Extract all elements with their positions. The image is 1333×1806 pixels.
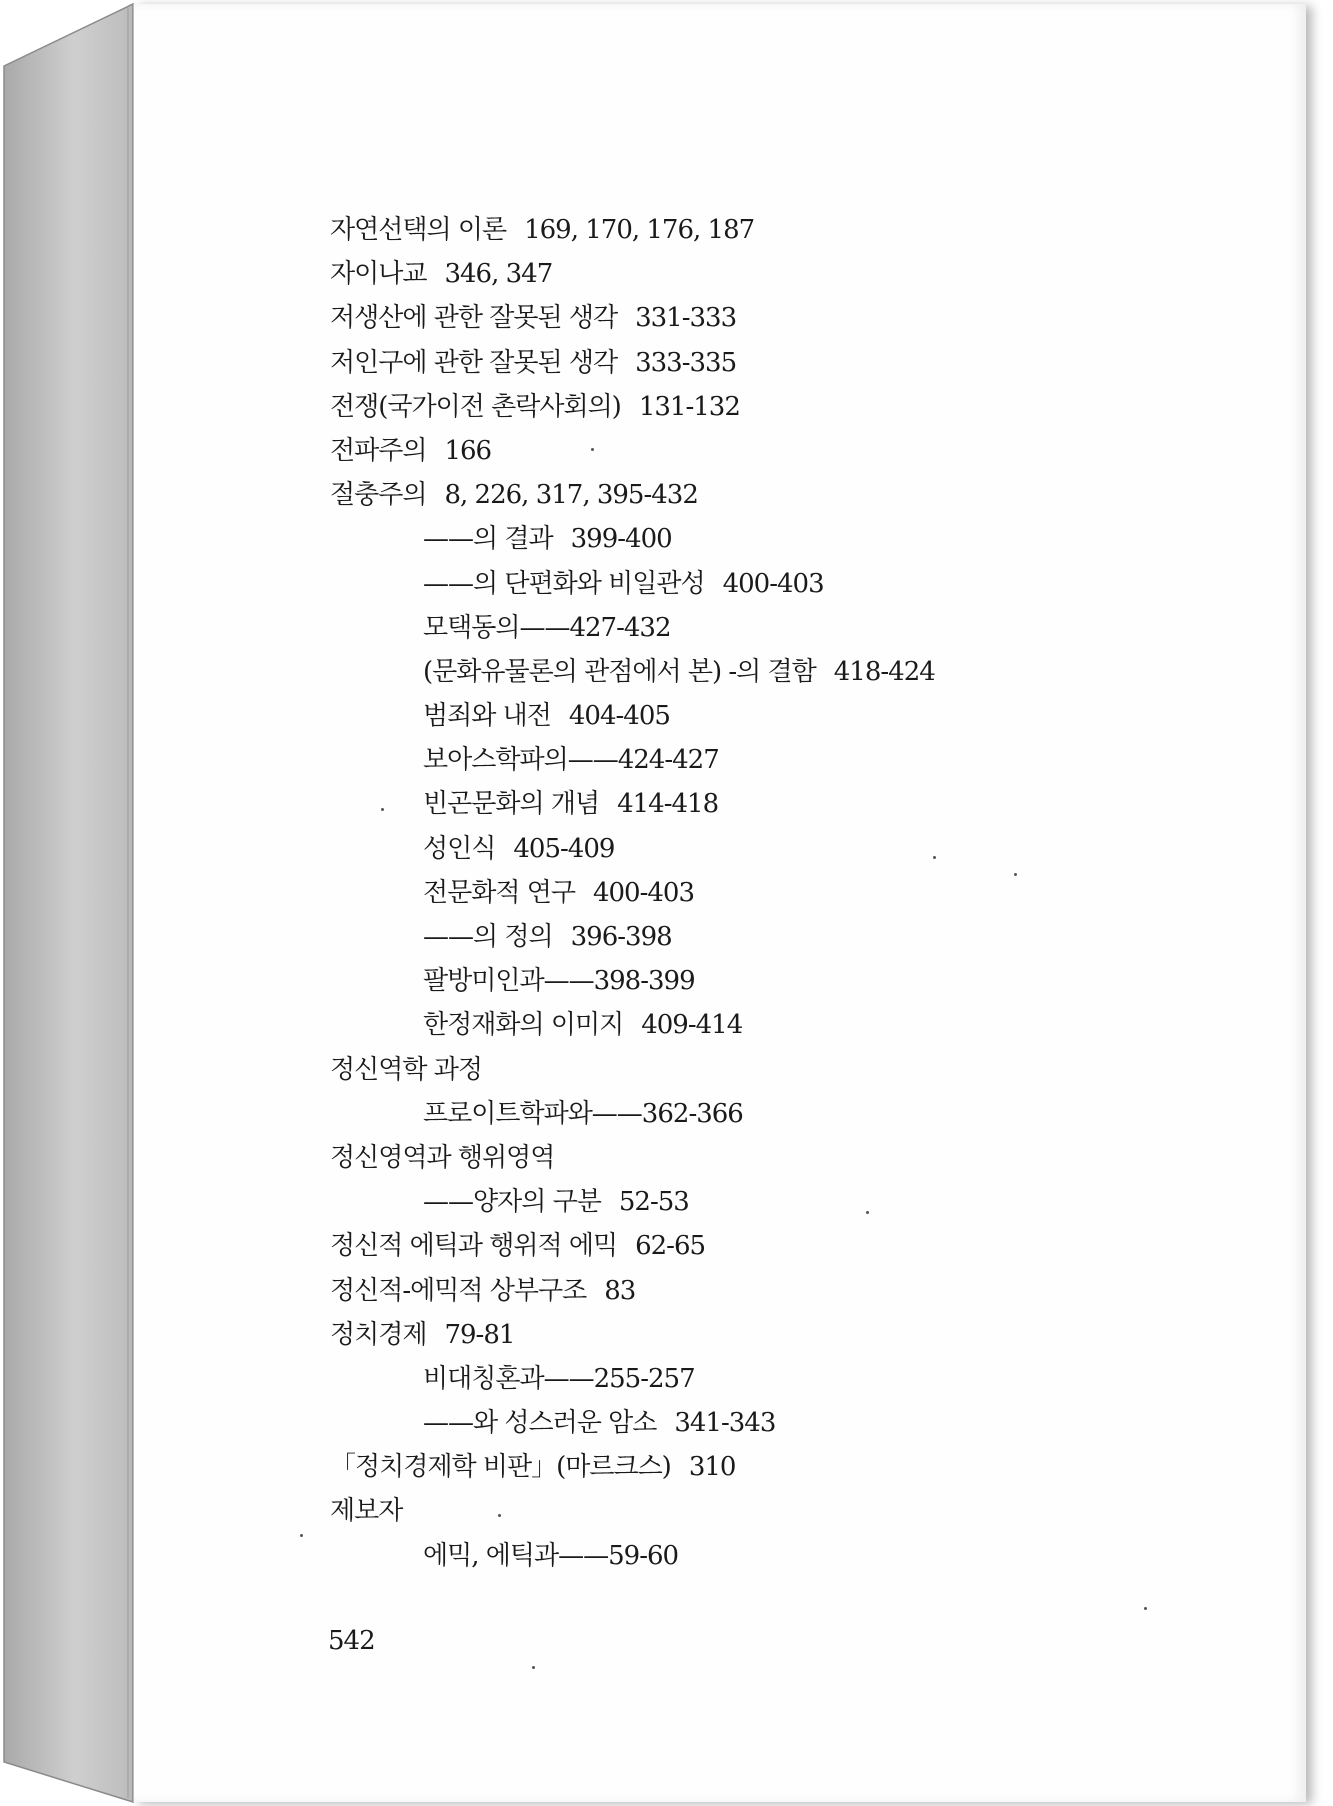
index-term: 자연선택의 이론: [330, 215, 507, 245]
index-page-refs: 404-405: [568, 701, 670, 732]
index-subentry: [330, 562, 935, 606]
index-entry: [330, 296, 935, 340]
index-subentry: [330, 694, 935, 738]
index-term: 전문화적 연구: [423, 877, 575, 908]
index-page-refs: 405-409: [513, 833, 615, 864]
index-term: 정신적 에틱과 행위적 에믹: [330, 1231, 618, 1262]
index-term: 한정재화의 이미지: [423, 1010, 624, 1041]
index-entry: [330, 1269, 935, 1313]
index-term: 성인식: [423, 833, 496, 864]
index-term: 팔방미인과——398-399: [423, 966, 695, 997]
index-term: ——의 단편화와 비일관성: [423, 568, 705, 599]
index-page-refs: 409-414: [641, 1010, 743, 1041]
index-subentry: [330, 871, 935, 915]
index-entry: [330, 1313, 935, 1357]
index-term: 전파주의: [330, 435, 427, 466]
index-subentry: [330, 650, 935, 694]
index-entry: [330, 1489, 935, 1533]
index-page-refs: 414-418: [617, 789, 719, 820]
index-page-refs: 331-333: [635, 303, 737, 334]
index-term: 보아스학파의——424-427: [423, 745, 719, 776]
index-term: 비대칭혼과——255-257: [423, 1363, 695, 1394]
index-subentry: [330, 827, 935, 871]
index-entry: [330, 252, 935, 296]
paper-speck: [1014, 873, 1017, 876]
index-term: 「정치경제학 비판」(마르크스): [330, 1452, 671, 1483]
index-page-refs: 79-81: [444, 1319, 515, 1350]
index-term: 정신적-에믹적 상부구조: [330, 1275, 587, 1306]
index-term: 저생산에 관한 잘못된 생각: [330, 303, 618, 334]
index-term: 범죄와 내전: [423, 701, 551, 732]
index-term: ——양자의 구분: [423, 1187, 601, 1218]
index-term: 제보자: [330, 1496, 403, 1527]
index-page-refs: 396-398: [570, 922, 672, 952]
index-subentry: [330, 782, 935, 826]
index-term: 전쟁(국가이전 촌락사회의): [330, 391, 621, 422]
index-entry: [330, 385, 935, 429]
page-number: 542: [328, 1626, 375, 1656]
index-term: 프로이트학파와——362-366: [423, 1098, 743, 1129]
index-subentry: [330, 1092, 935, 1136]
index-term: ——의 결과: [423, 524, 553, 555]
index-term: 정치경제: [330, 1319, 427, 1350]
index-term: 정신영역과 행위영역: [330, 1142, 555, 1173]
index-page-refs: 341-343: [674, 1408, 776, 1439]
index-page-refs: 400-403: [592, 877, 695, 908]
paper-speck: [1144, 1607, 1147, 1610]
index-page-refs: 8, 226, 317, 395-432: [444, 480, 698, 511]
index-term: ——와 성스러운 암소: [423, 1408, 657, 1439]
index-term: 모택동의——427-432: [423, 612, 671, 643]
index-subentry: [330, 959, 935, 1003]
paper-speck: [933, 856, 936, 859]
index-term: 저인구에 관한 잘못된 생각: [330, 347, 618, 378]
index-subentry: [330, 606, 935, 650]
index-subentry: [330, 517, 935, 561]
index-entry: [330, 473, 935, 517]
paper-speck: [532, 1666, 535, 1669]
paper-speck: [300, 1534, 303, 1537]
index-entry: [330, 341, 935, 385]
index-entry-list: [330, 208, 935, 1578]
index-term: ——의 정의: [423, 922, 553, 952]
index-page-refs: 310: [688, 1452, 736, 1483]
index-term: (문화유물론의 관점에서 본) -의 결함: [423, 656, 816, 687]
index-page-refs: 333-335: [635, 347, 737, 378]
index-page-refs: 399-400: [570, 524, 672, 555]
index-entry: [330, 1136, 935, 1180]
paper-speck: [866, 1211, 869, 1214]
index-page-refs: 131-132: [638, 391, 740, 422]
index-page-refs: 166: [444, 435, 492, 466]
index-page-refs: 346, 347: [444, 259, 553, 290]
paper-speck: [381, 808, 384, 811]
index-term: 에믹, 에틱과——59-60: [423, 1540, 679, 1571]
index-page-refs: 400-403: [722, 568, 824, 599]
index-page-refs: 169, 170, 176, 187: [524, 215, 755, 245]
index-subentry: [330, 1180, 935, 1224]
index-page-refs: 62-65: [635, 1231, 706, 1262]
index-subentry: [330, 1003, 935, 1047]
index-page-refs: 52-53: [618, 1187, 689, 1218]
paper-speck: [498, 1514, 501, 1517]
index-entry: [330, 208, 935, 252]
index-subentry: [330, 1357, 935, 1401]
index-term: 자이나교: [330, 259, 427, 290]
index-entry: [330, 429, 935, 473]
index-page-refs: 418-424: [833, 656, 935, 687]
index-entry: [330, 1224, 935, 1268]
index-subentry: [330, 738, 935, 782]
index-page-refs: 83: [604, 1275, 636, 1306]
index-term: 정신역학 과정: [330, 1054, 482, 1085]
index-entry: [330, 1445, 935, 1489]
paper-speck: [591, 448, 594, 451]
index-term: 절충주의: [330, 480, 427, 511]
index-entry: [330, 1048, 935, 1092]
index-subentry: [330, 1534, 935, 1578]
index-term: 빈곤문화의 개념: [423, 789, 600, 820]
index-subentry: [330, 915, 935, 959]
index-subentry: [330, 1401, 935, 1445]
